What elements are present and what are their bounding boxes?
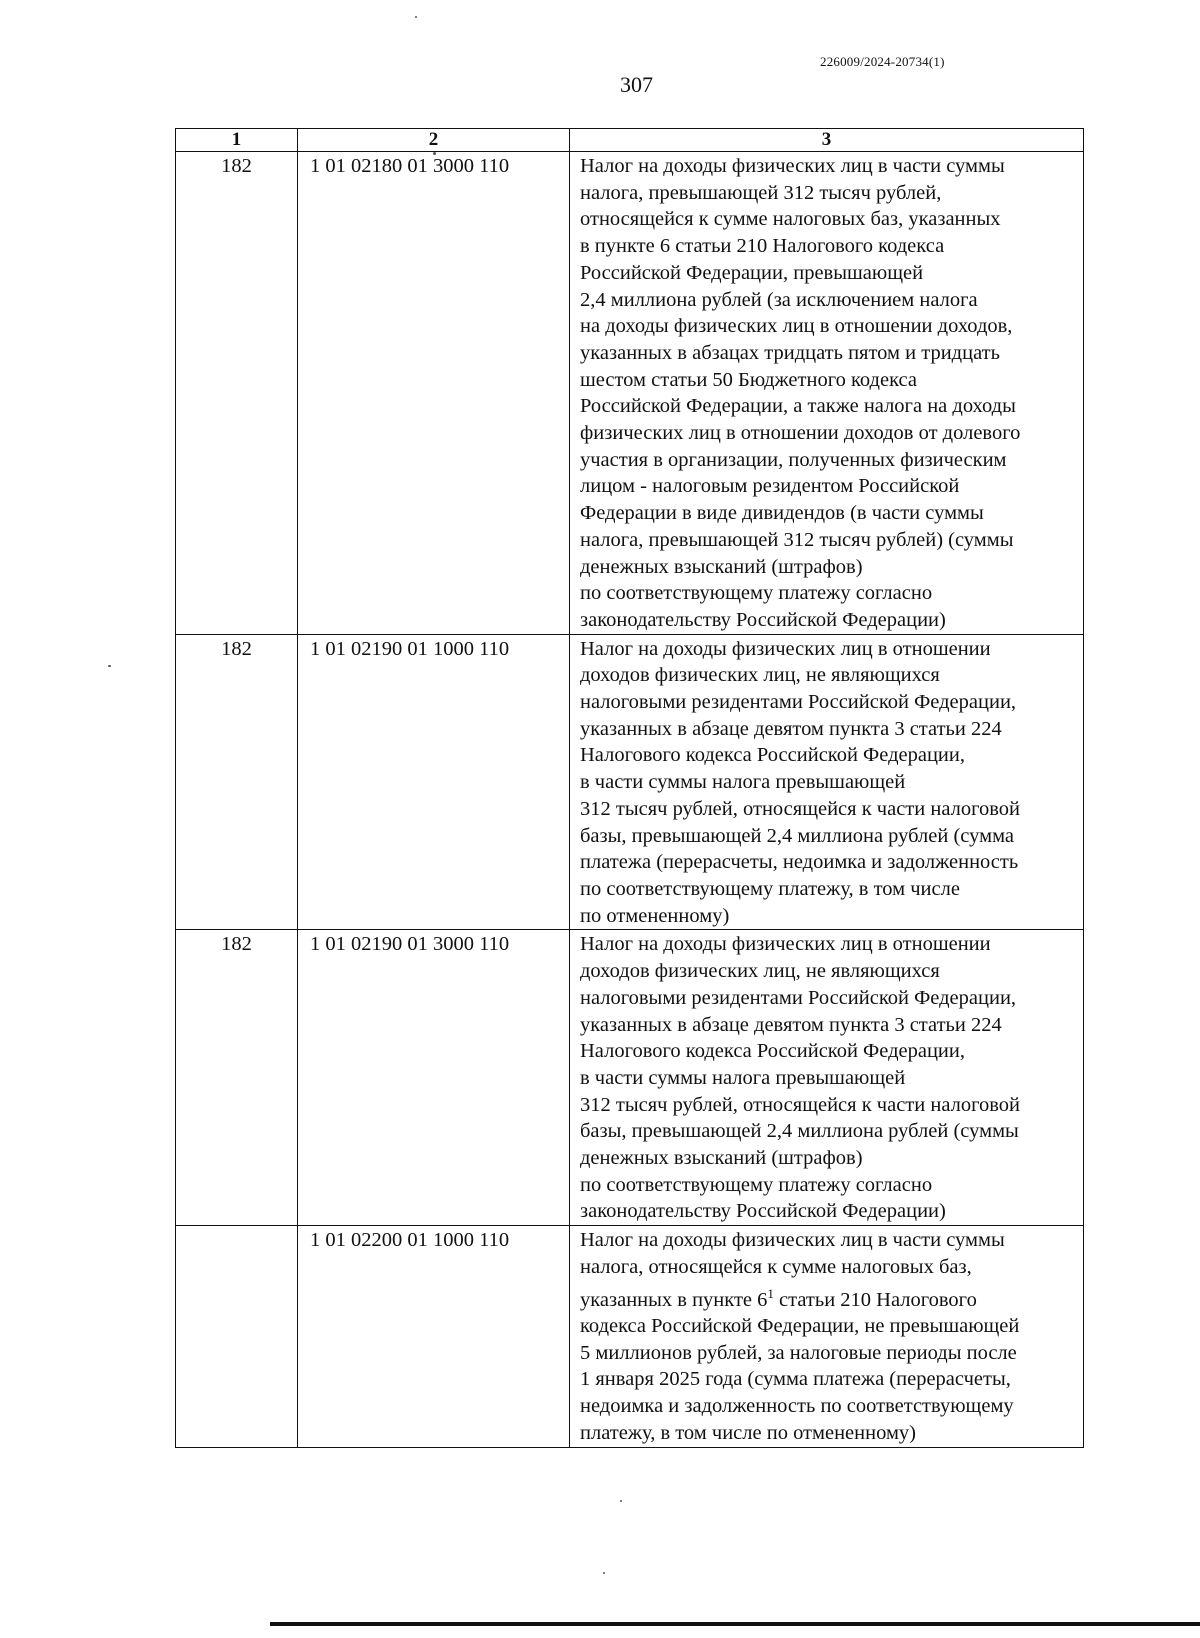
administrator-code-cell: 182	[176, 152, 298, 635]
kbk-code-cell: 1 01 02190 01 1000 110	[298, 634, 570, 930]
description-cell	[570, 1226, 1084, 1447]
kbk-code-cell: 1 01 02190 01 3000 110	[298, 930, 570, 1226]
scan-speck	[108, 665, 111, 667]
scan-speck	[415, 16, 417, 18]
budget-classification-table	[175, 128, 1084, 1448]
kbk-code-cell: 1 01 02180 01 3000 110	[298, 152, 570, 635]
table-header-row	[176, 129, 1084, 152]
kbk-code-cell: 1 01 02200 01 1000 110	[298, 1226, 570, 1447]
description-cell: Налог на доходы физических лиц в отношении доходов физических лиц, не являющихся налоговыми резидентами Российской Федерации, указанных в абзаце девятом пункта 3 статьи 224 Налогового кодекса Российской Федерации, в части суммы налога превышающей 312 тысяч рублей, относящейся к части налоговой базы, превышающей 2,4 миллиона рублей (суммы денежных взысканий (штрафов) по соответствующему платежу согласно законодательству Российской Федерации)	[570, 930, 1084, 1226]
administrator-code-cell: 182	[176, 634, 298, 930]
scan-speck	[603, 1572, 605, 1574]
table-row	[176, 152, 1084, 635]
superscript-index: 1	[767, 1285, 774, 1301]
column-header-2: 2	[298, 129, 570, 152]
table-row	[176, 930, 1084, 1226]
document-registration-number: 226009/2024-20734(1)	[820, 54, 945, 69]
column-header-1: 1	[176, 129, 298, 152]
page-number: 307	[620, 72, 653, 97]
administrator-code-cell	[176, 1226, 298, 1447]
scan-speck	[433, 152, 436, 155]
column-header-3: 3	[570, 129, 1084, 152]
description-text-part: статьи 210 Налогового кодекса Российской Федерации, не превышающей 5 миллионов рублей, за налоговые периоды после 1 января 2025 года (сумма платежа (перерасчеты, недоимка и задолженность по соответствующему платежу, в том числе по отмененному)	[580, 1288, 1020, 1444]
table-row	[176, 1226, 1084, 1447]
table-row	[176, 634, 1084, 930]
description-cell: Налог на доходы физических лиц в части суммы налога, превышающей 312 тысяч рублей, относящейся к сумме налоговых баз, указанных в пункте 6 статьи 210 Налогового кодекса Российской Федерации, превышающей 2,4 миллиона рублей (за исключением налога на доходы физических лиц в отношении доходов, указанных в абзацах тридцать пятом и тридцать шестом статьи 50 Бюджетного кодекса Российской Федерации, а также налога на доходы физических лиц в отношении доходов от долевого участия в организации, полученных физическим лицом - налоговым резидентом Российской Федерации в виде дивидендов (в части суммы налога, превышающей 312 тысяч рублей) (суммы денежных взысканий (штрафов) по соответствующему платежу согласно законодательству Российской Федерации)	[570, 152, 1084, 635]
scan-speck	[620, 1500, 622, 1502]
description-text-part: Налог на доходы физических лиц в части суммы налога, относящейся к сумме налоговых баз, указанных в пункте 6	[580, 1229, 1005, 1311]
description-cell: Налог на доходы физических лиц в отношении доходов физических лиц, не являющихся налоговыми резидентами Российской Федерации, указанных в абзаце девятом пункта 3 статьи 224 Налогового кодекса Российской Федерации, в части суммы налога превышающей 312 тысяч рублей, относящейся к части налоговой базы, превышающей 2,4 миллиона рублей (сумма платежа (перерасчеты, недоимка и задолженность по соответствующему платежу, в том числе по отмененному)	[570, 634, 1084, 930]
scan-bottom-edge	[270, 1622, 1200, 1626]
administrator-code-cell: 182	[176, 930, 298, 1226]
